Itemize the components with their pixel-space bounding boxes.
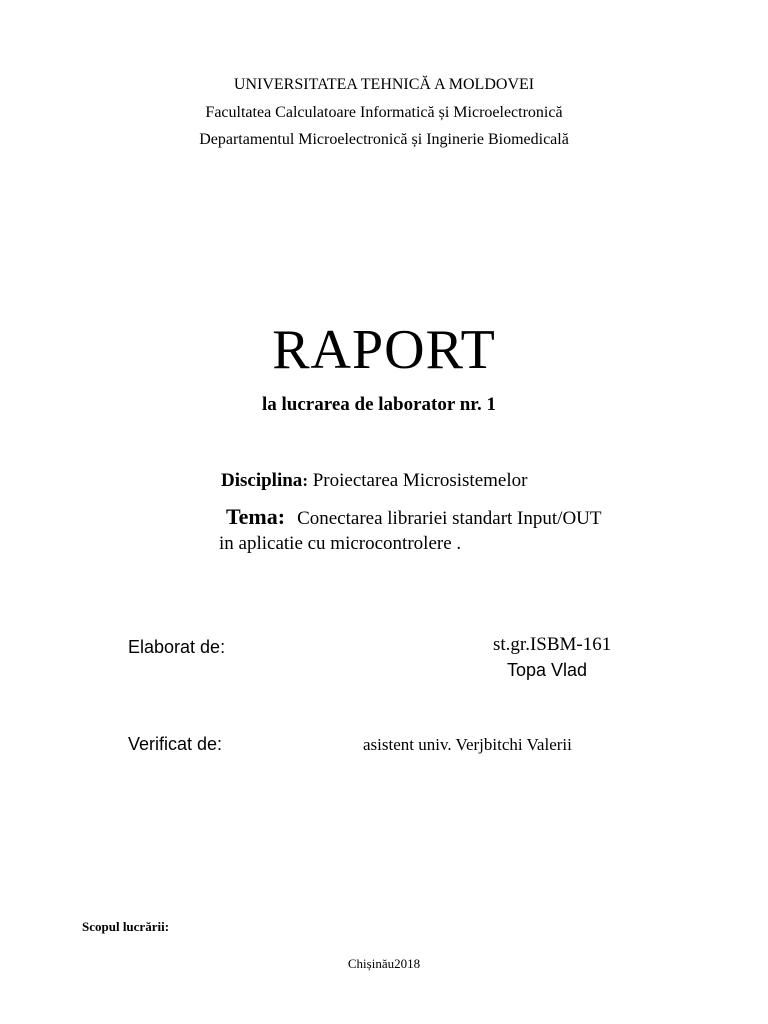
discipline-separator: : xyxy=(302,471,308,490)
discipline-value: Proiectarea Microsistemelor xyxy=(307,470,528,491)
report-subtitle: la lucrarea de laborator nr. 1 xyxy=(262,394,496,415)
department-name: Departamentul Microelectronică și Inginerie Biomedicală xyxy=(199,131,569,148)
theme-value-line1: Conectarea librariei standart Input/OUT xyxy=(297,508,602,529)
discipline-label: Disciplina xyxy=(221,470,303,491)
university-name: UNIVERSITATEA TEHNICĂ A MOLDOVEI xyxy=(233,76,535,93)
discipline-line xyxy=(221,470,527,492)
verifier-name: asistent univ. Verjbitchi Valerii xyxy=(363,735,572,754)
theme-line-1 xyxy=(226,504,602,530)
theme-value-line2: in aplicatie cu microcontrolere . xyxy=(219,533,462,554)
faculty-name: Facultatea Calculatoare Informatică și Microelectronică xyxy=(205,104,563,121)
verified-label: Verificat de: xyxy=(128,734,223,754)
scope-label: Scopul lucrării: xyxy=(82,919,170,934)
student-group: st.gr.ISBM-161 xyxy=(493,634,612,655)
footer-location-year: Chișinău2018 xyxy=(347,956,421,971)
student-name: Topa Vlad xyxy=(507,660,588,680)
theme-label: Tema: xyxy=(226,504,286,529)
report-title: RAPORT xyxy=(272,319,496,381)
authored-label: Elaborat de: xyxy=(128,637,226,657)
